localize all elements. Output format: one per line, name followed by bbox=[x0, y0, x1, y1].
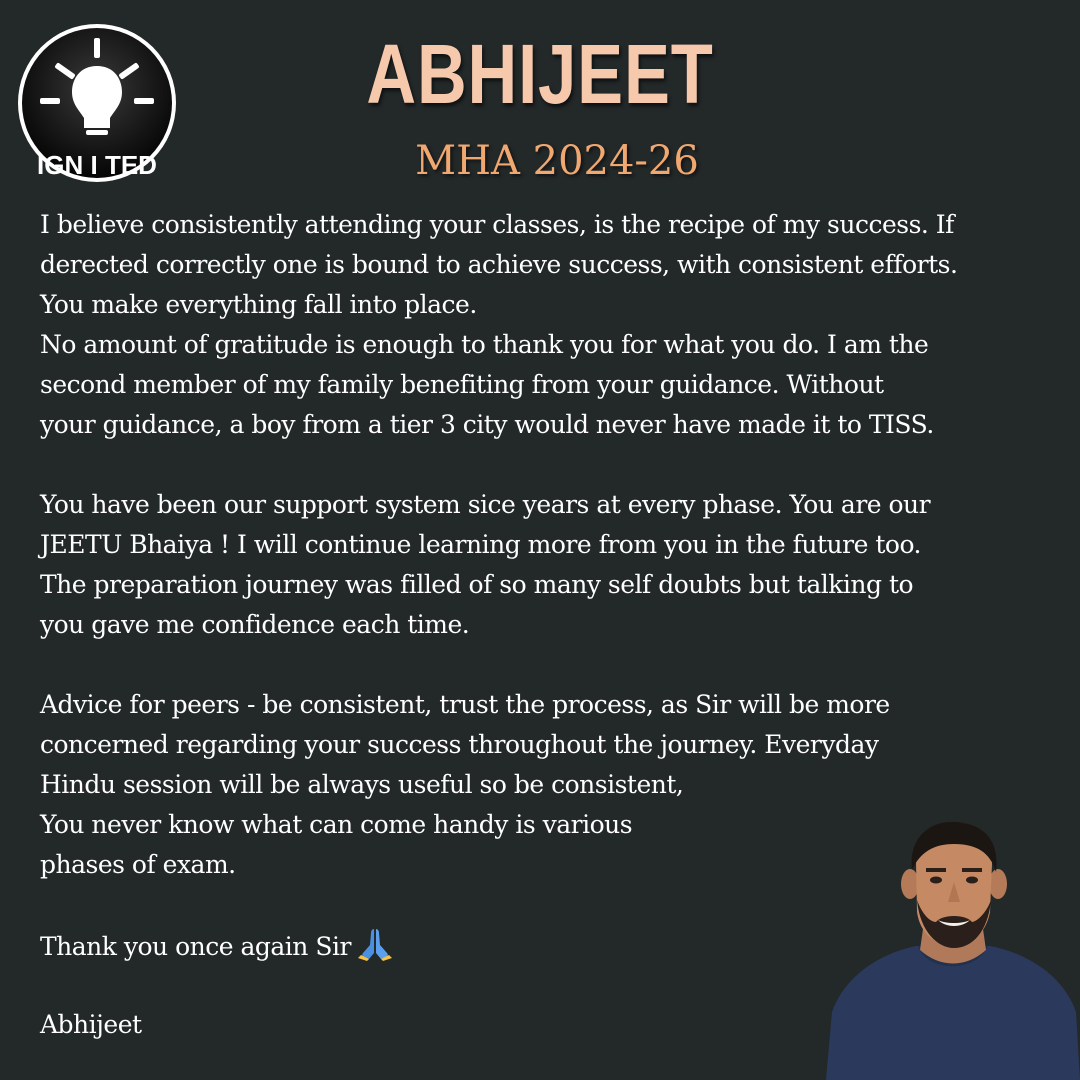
text-line: You never know what can come handy is various bbox=[40, 810, 633, 839]
blank-line bbox=[40, 445, 1070, 485]
thanks-text: Thank you once again Sir bbox=[40, 932, 351, 961]
text-line: derected correctly one is bound to achieve success, with consistent efforts. bbox=[40, 250, 958, 279]
text-line: Hindu session will be always useful so be consistent, bbox=[40, 770, 684, 799]
text-line: You make everything fall into place. bbox=[40, 290, 477, 319]
program-label: MHA 2024-26 bbox=[415, 138, 699, 184]
text-line: you gave me confidence each time. bbox=[40, 610, 470, 639]
text-line: You have been our support system sice years at every phase. You are our bbox=[40, 490, 931, 519]
text-line: No amount of gratitude is enough to thank you for what you do. I am the bbox=[40, 330, 929, 359]
folded-hands-icon bbox=[355, 925, 395, 973]
blank-line bbox=[40, 645, 1070, 685]
text-line: your guidance, a boy from a tier 3 city would never have made it to TISS. bbox=[40, 410, 934, 439]
text-line: second member of my family benefiting from your guidance. Without bbox=[40, 370, 884, 399]
logo-text: IGN I TED bbox=[37, 150, 157, 180]
text-line: The preparation journey was filled of so many self doubts but talking to bbox=[40, 570, 914, 599]
text-line: I believe consistently attending your classes, is the recipe of my success. If bbox=[40, 210, 954, 239]
text-line: concerned regarding your success throughout the journey. Everyday bbox=[40, 730, 879, 759]
student-name: ABHIJEET bbox=[366, 27, 714, 121]
portrait-photo bbox=[826, 822, 1080, 1080]
text-line: phases of exam. bbox=[40, 850, 236, 879]
text-line: Advice for peers - be consistent, trust the process, as Sir will be more bbox=[40, 690, 890, 719]
text-line: JEETU Bhaiya ! I will continue learning more from you in the future too. bbox=[40, 530, 922, 559]
signature: Abhijeet bbox=[40, 1010, 142, 1039]
